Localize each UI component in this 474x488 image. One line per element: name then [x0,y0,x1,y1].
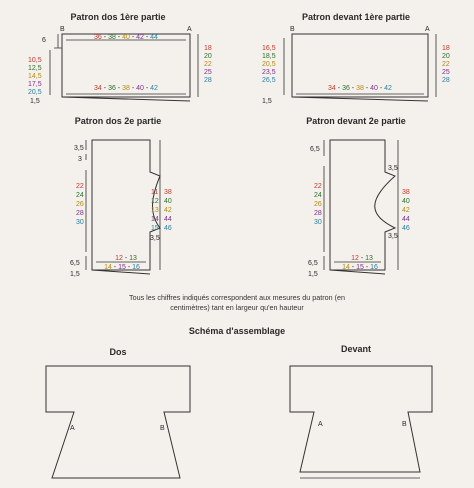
size-value: 36 [108,85,116,92]
back-part2-dim-top2: 3 [78,156,82,163]
size-value: 16 [370,264,378,271]
size-value: 38 [122,85,130,92]
size-value: 34 [94,85,102,92]
size-value: 22 [76,183,84,190]
back-part2-dim-bottom: 6,5 [70,260,80,267]
size-value: 13 [365,255,373,262]
back-part2-outline [92,140,160,270]
size-value: 40 [370,85,378,92]
size-value: 46 [402,225,410,232]
size-value: 22 [314,183,322,190]
assembly-back-label: Dos [109,347,127,357]
back-part2-bottom-widths-a: 12 - 13 [115,255,137,262]
front-part2-dim-bottom: 6,5 [308,260,318,267]
size-value: 38 [356,85,364,92]
size-value: 18 [204,45,212,52]
back-part1-left-dim: 6 [42,37,46,44]
front-part1-left-heights [262,45,276,84]
assembly-back-outline [46,366,190,478]
front-part2-dim-top: 6,5 [310,146,320,153]
size-value: 23,5 [262,69,276,76]
back-part2-dim-top: 3,5 [74,145,84,152]
back-part1-title: Patron dos 1ère partie [70,12,166,22]
back-part1-hem-line [62,97,190,101]
size-value: 36 [342,85,350,92]
back-part1-left-heights [28,57,42,96]
front-part2-panel [306,116,410,278]
size-value: 40 [164,198,172,205]
front-part1-panel [262,12,450,105]
size-value: 17,5 [28,81,42,88]
size-value: 10,5 [28,57,42,64]
size-value: 42 [136,34,144,41]
size-value: 20,5 [28,89,42,96]
size-value: 12 [115,255,123,262]
size-value: 14,5 [28,73,42,80]
size-value: 13 [151,207,159,214]
back-part2-mid-values [151,189,159,232]
front-part1-right-heights [442,45,450,84]
size-value: 15 [151,225,159,232]
front-part1-bottom-widths: 34 - 36 - 38 - 40 - 42 [328,85,392,92]
size-value: 14 [104,264,112,271]
back-part1-top-widths: 36 - 38 - 40 - 42 - 44 [94,34,158,41]
assembly-front-point-a: A [318,421,323,428]
size-value: 28 [204,77,212,84]
size-value: 44 [402,216,410,223]
size-value: 44 [164,216,172,223]
front-point-a-label: A [425,26,430,33]
back-part2-right-heights [164,189,172,232]
size-value: 42 [402,207,410,214]
front-point-b-label: B [290,26,295,33]
size-value: 18 [442,45,450,52]
back-part2-dim-armhole: 3,5 [150,235,160,242]
size-value: 22 [204,61,212,68]
size-value: 28 [76,210,84,217]
size-value: 30 [314,219,322,226]
back-part2-dim-hem: 1,5 [70,271,80,278]
size-value: 20 [442,53,450,60]
assembly-back-point-b: B [160,425,165,432]
front-part1-bottom-dim: 1,5 [262,98,272,105]
size-value: 46 [164,225,172,232]
size-value: 24 [314,192,322,199]
assembly-back-point-a: A [70,425,75,432]
size-value: 11 [151,189,159,196]
back-part1-neck-drop [54,34,62,48]
size-value: 38 [402,189,410,196]
size-value: 12 [351,255,359,262]
size-value: 26,5 [262,77,276,84]
size-value: 38 [108,34,116,41]
front-part2-dim-hem: 1,5 [308,271,318,278]
size-value: 14 [342,264,350,271]
size-value: 22 [442,61,450,68]
size-value: 16 [132,264,140,271]
back-part1-bottom-widths: 34 - 36 - 38 - 40 - 42 [94,85,158,92]
size-value: 25 [204,69,212,76]
assembly-back-figure [46,347,190,478]
back-part2-left-heights [76,183,84,226]
size-value: 15 [356,264,364,271]
assembly-front-figure [290,344,432,478]
point-a-label: A [187,26,192,33]
size-value: 26 [314,201,322,208]
back-part2-panel [70,116,172,278]
size-value: 15 [118,264,126,271]
back-part1-panel [28,12,212,105]
size-value: 14 [151,216,159,223]
size-value: 40 [136,85,144,92]
assembly-front-outline [290,366,432,472]
size-value: 34 [328,85,336,92]
back-part2-title: Patron dos 2e partie [74,116,162,126]
size-value: 42 [384,85,392,92]
point-b-label: B [60,26,65,33]
measurement-note-line1: Tous les chiffres indiqués correspondent aux mesures du patron (en [128,293,346,302]
size-value: 42 [164,207,172,214]
size-value: 26 [76,201,84,208]
front-part2-left-heights [314,183,322,226]
size-value: 13 [129,255,137,262]
size-value: 28 [314,210,322,217]
size-value: 36 [94,34,102,41]
assembly-front-point-b: B [402,421,407,428]
front-part2-bottom-widths-a: 12 - 13 [351,255,373,262]
front-part2-dim-armhole-top: 3,5 [388,165,398,172]
front-part2-dim-armhole-bottom: 3,5 [388,233,398,240]
size-value: 28 [442,77,450,84]
front-part2-outline [330,140,395,270]
size-value: 25 [442,69,450,76]
size-value: 24 [76,192,84,199]
size-value: 42 [150,85,158,92]
size-value: 30 [76,219,84,226]
assembly-front-label: Devant [340,344,372,354]
size-value: 38 [164,189,172,196]
size-value: 20,5 [262,61,276,68]
assembly-title: Schéma d'assemblage [188,326,286,336]
front-part2-right-heights [402,189,410,232]
measurement-note-line2: centimètres) tant en largeur qu'en hauteur [170,303,304,312]
back-part1-bottom-dim: 1,5 [30,98,40,105]
size-value: 40 [402,198,410,205]
front-part1-hem-line [292,97,428,101]
front-part1-title: Patron devant 1ère partie [301,12,411,22]
back-part1-right-heights [204,45,212,84]
front-part2-title: Patron devant 2e partie [306,116,406,126]
size-value: 18,5 [262,53,276,60]
front-part2-bottom-widths-b: 14 - 15 - 16 [342,264,378,271]
size-value: 12 [151,198,159,205]
size-value: 40 [122,34,130,41]
size-value: 20 [204,53,212,60]
size-value: 12,5 [28,65,42,72]
back-part2-bottom-widths-b: 14 - 15 - 16 [104,264,140,271]
size-value: 44 [150,34,158,41]
size-value: 16,5 [262,45,276,52]
